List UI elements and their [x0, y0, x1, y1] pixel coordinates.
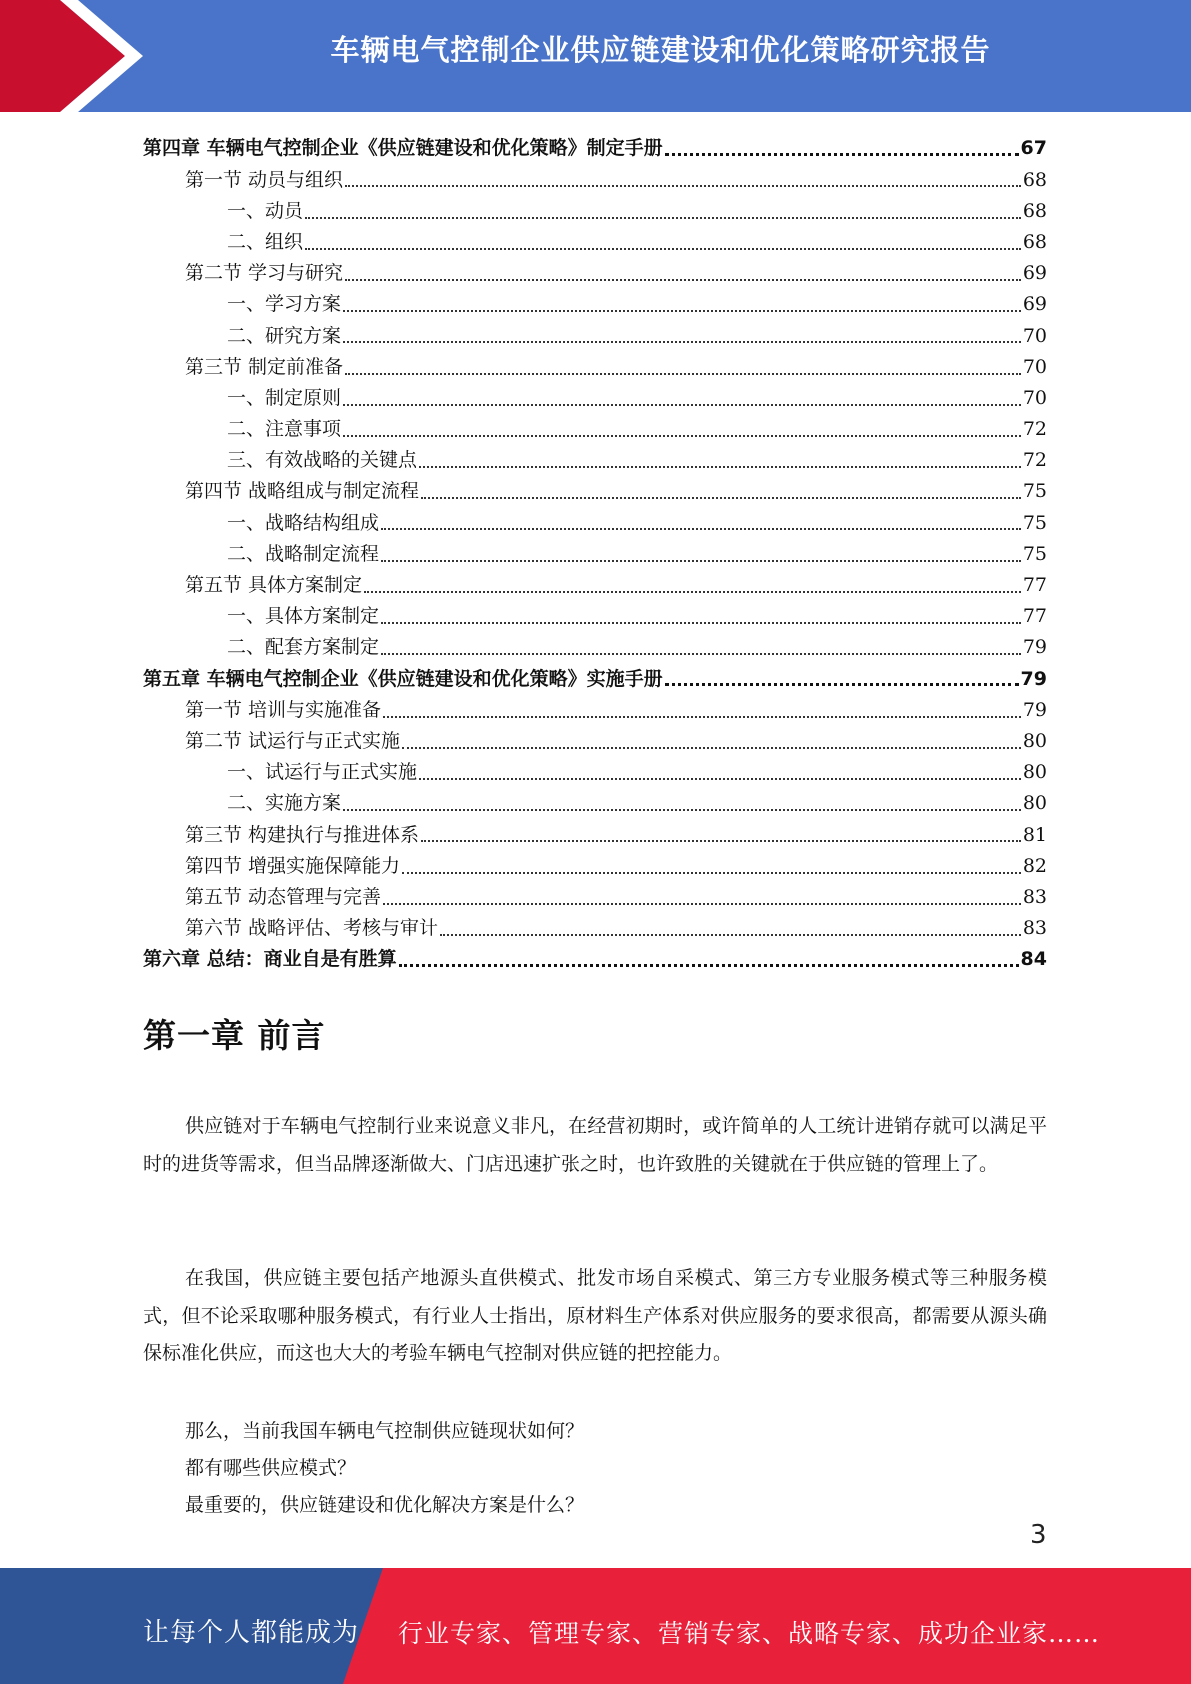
- toc-entry[interactable]: [143, 254, 1047, 285]
- toc-leader-dots: [399, 963, 1019, 967]
- toc-leader-dots: [402, 746, 1021, 749]
- toc-entry-page: 67: [1020, 137, 1047, 160]
- toc-entry-label: 第三节 制定前准备: [185, 355, 344, 378]
- toc-entry-label: 二、战略制定流程: [227, 542, 380, 565]
- toc-entry-label: 二、配套方案制定: [227, 636, 380, 659]
- toc-leader-dots: [440, 933, 1021, 936]
- toc-entry-page: 80: [1022, 729, 1047, 752]
- toc-leader-dots: [381, 621, 1021, 624]
- toc-entry-label: 一、战略结构组成: [227, 511, 380, 534]
- toc-leader-dots: [383, 715, 1021, 718]
- toc-leader-dots: [421, 496, 1021, 499]
- toc-entry-page: 75: [1022, 542, 1047, 565]
- toc-entry-label: 第四章 车辆电气控制企业《供应链建设和优化策略》制定手册: [143, 137, 663, 160]
- toc-entry-page: 80: [1022, 792, 1047, 815]
- toc-entry-label: 二、研究方案: [227, 324, 342, 347]
- toc-entry-page: 70: [1022, 355, 1047, 378]
- toc-leader-dots: [345, 372, 1021, 375]
- toc-entry-label: 一、试运行与正式实施: [227, 761, 418, 784]
- toc-entry[interactable]: [143, 690, 1047, 721]
- page-footer: [0, 1568, 1191, 1684]
- toc-leader-dots: [345, 184, 1021, 187]
- toc-entry-label: 第四节 增强实施保障能力: [185, 854, 401, 877]
- question-line: 那么，当前我国车辆电气控制供应链现状如何？: [185, 1420, 585, 1442]
- toc-entry-page: 79: [1020, 667, 1047, 690]
- toc-entry-page: 75: [1022, 480, 1047, 503]
- toc-leader-dots: [381, 652, 1021, 655]
- toc-entry-page: 69: [1022, 262, 1047, 285]
- question-line: 最重要的，供应链建设和优化解决方案是什么？: [185, 1494, 585, 1516]
- toc-entry-label: 第六节 战略评估、考核与审计: [185, 917, 439, 940]
- toc-entry[interactable]: [143, 878, 1047, 909]
- question-line: 都有哪些供应模式？: [185, 1457, 357, 1479]
- toc-leader-dots: [383, 902, 1021, 905]
- toc-entry[interactable]: [143, 628, 1047, 659]
- toc-entry[interactable]: [143, 659, 1047, 690]
- toc-entry[interactable]: [143, 285, 1047, 316]
- toc-entry-label: 一、制定原则: [227, 386, 342, 409]
- toc-entry-label: 一、动员: [227, 199, 304, 222]
- toc-leader-dots: [343, 309, 1021, 312]
- toc-entry[interactable]: [143, 784, 1047, 815]
- toc-entry-label: 二、组织: [227, 230, 304, 253]
- toc-entry[interactable]: [143, 472, 1047, 503]
- page-number: 3: [1030, 1520, 1047, 1550]
- toc-entry-label: 第一节 动员与组织: [185, 168, 344, 191]
- toc-entry-page: 79: [1022, 636, 1047, 659]
- toc-entry-label: 三、有效战略的关键点: [227, 449, 418, 472]
- toc-entry-page: 75: [1022, 511, 1047, 534]
- toc-entry-page: 84: [1020, 948, 1047, 971]
- toc-entry-label: 二、注意事项: [227, 418, 342, 441]
- toc-leader-dots: [343, 434, 1021, 437]
- toc-entry[interactable]: [143, 722, 1047, 753]
- toc-entry-label: 一、学习方案: [227, 293, 342, 316]
- toc-entry-page: 70: [1022, 386, 1047, 409]
- toc-entry-page: 68: [1022, 230, 1047, 253]
- toc-leader-dots: [305, 216, 1021, 219]
- toc-entry[interactable]: [143, 160, 1047, 191]
- toc-entry-page: 69: [1022, 293, 1047, 316]
- toc-entry-page: 68: [1022, 199, 1047, 222]
- toc-leader-dots: [364, 590, 1021, 593]
- table-of-contents: [143, 129, 1047, 971]
- toc-leader-dots: [421, 839, 1021, 842]
- toc-entry[interactable]: [143, 815, 1047, 846]
- toc-entry-page: 81: [1022, 823, 1047, 846]
- chapter-title: 第一章 前言: [143, 1016, 326, 1055]
- toc-entry[interactable]: [143, 503, 1047, 534]
- paragraph: 供应链对于车辆电气控制行业来说意义非凡，在经营初期时，或许简单的人工统计进销存就可以满足平时的进货等需求，但当品牌逐渐做大、门店迅速扩张之时，也许致胜的关键就在于供应链的管理上了。: [143, 1115, 1047, 1175]
- footer-slogan-right: 行业专家、管理专家、营销专家、战略专家、成功企业家……: [398, 1619, 1101, 1648]
- toc-entry-page: 83: [1022, 917, 1047, 940]
- toc-leader-dots: [381, 559, 1021, 562]
- toc-entry-label: 二、实施方案: [227, 792, 342, 815]
- page-header: [0, 0, 1191, 112]
- toc-entry-label: 第五章 车辆电气控制企业《供应链建设和优化策略》实施手册: [143, 667, 663, 690]
- toc-leader-dots: [381, 527, 1021, 530]
- toc-entry[interactable]: [143, 191, 1047, 222]
- toc-entry-label: 第五节 具体方案制定: [185, 574, 363, 597]
- toc-entry-page: 83: [1022, 885, 1047, 908]
- toc-entry-label: 第二节 试运行与正式实施: [185, 729, 401, 752]
- toc-entry-page: 68: [1022, 168, 1047, 191]
- toc-leader-dots: [343, 808, 1021, 811]
- toc-entry-page: 77: [1022, 605, 1047, 628]
- toc-entry-page: 72: [1022, 449, 1047, 472]
- toc-entry[interactable]: [143, 347, 1047, 378]
- toc-leader-dots: [343, 403, 1021, 406]
- toc-leader-dots: [305, 247, 1021, 250]
- toc-entry[interactable]: [143, 909, 1047, 940]
- toc-entry[interactable]: [143, 129, 1047, 160]
- paragraph: 在我国，供应链主要包括产地源头直供模式、批发市场自采模式、第三方专业服务模式等三种服务模式，但不论采取哪种服务模式，有行业人士指出，原材料生产体系对供应服务的要求很高，都需要从源头确保标准化供应，而这也大大的考验车辆电气控制对供应链的把控能力。: [143, 1267, 1047, 1364]
- toc-entry[interactable]: [143, 441, 1047, 472]
- toc-entry-page: 82: [1022, 854, 1047, 877]
- toc-entry[interactable]: [143, 597, 1047, 628]
- toc-entry-label: 第二节 学习与研究: [185, 262, 344, 285]
- toc-entry-page: 80: [1022, 761, 1047, 784]
- toc-entry-label: 第三节 构建执行与推进体系: [185, 823, 420, 846]
- toc-entry[interactable]: [143, 940, 1047, 971]
- toc-entry-page: 77: [1022, 574, 1047, 597]
- footer-slogan-left: 让每个人都能成为: [143, 1618, 360, 1648]
- toc-entry[interactable]: [143, 566, 1047, 597]
- toc-leader-dots: [343, 340, 1021, 343]
- toc-entry-label: 第一节 培训与实施准备: [185, 698, 382, 721]
- toc-entry[interactable]: [143, 753, 1047, 784]
- toc-leader-dots: [419, 777, 1021, 780]
- toc-entry-label: 一、具体方案制定: [227, 605, 380, 628]
- toc-leader-dots: [665, 682, 1019, 686]
- toc-entry[interactable]: [143, 410, 1047, 441]
- toc-leader-dots: [419, 465, 1021, 468]
- chevron-arrow-icon: [0, 0, 160, 112]
- toc-leader-dots: [665, 152, 1019, 156]
- toc-leader-dots: [345, 278, 1021, 281]
- toc-entry[interactable]: [143, 316, 1047, 347]
- header-title: 车辆电气控制企业供应链建设和优化策略研究报告: [330, 33, 991, 67]
- toc-entry-page: 79: [1022, 698, 1047, 721]
- toc-entry[interactable]: [143, 379, 1047, 410]
- toc-entry[interactable]: [143, 223, 1047, 254]
- toc-leader-dots: [402, 871, 1021, 874]
- toc-entry[interactable]: [143, 534, 1047, 565]
- toc-entry-label: 第四节 战略组成与制定流程: [185, 480, 420, 503]
- toc-entry-label: 第六章 总结：商业自是有胜算: [143, 948, 397, 971]
- toc-entry-page: 72: [1022, 418, 1047, 441]
- toc-entry[interactable]: [143, 846, 1047, 877]
- toc-entry-page: 70: [1022, 324, 1047, 347]
- toc-entry-label: 第五节 动态管理与完善: [185, 885, 382, 908]
